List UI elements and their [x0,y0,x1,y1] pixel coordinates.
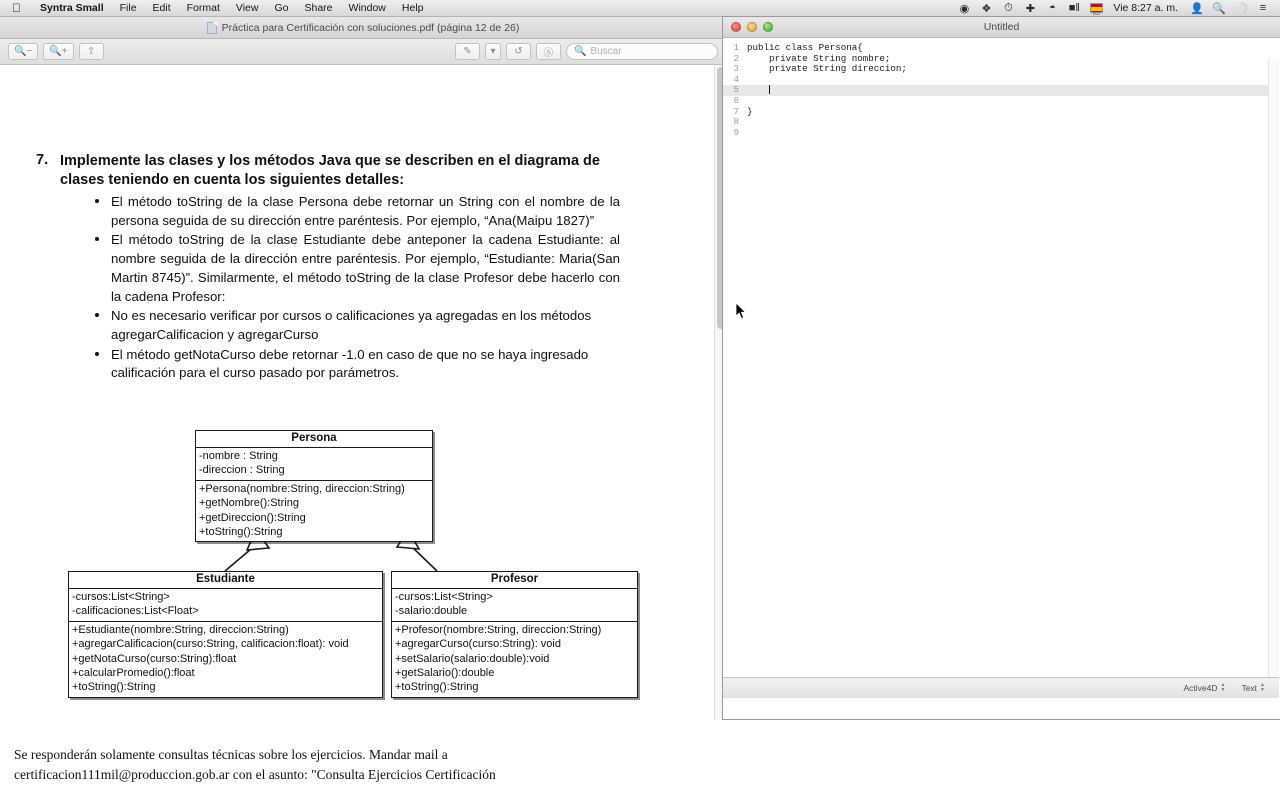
uml-attribute: -salario:double [395,605,468,618]
wifi-icon[interactable]: ◓ [1049,2,1056,14]
page-footer [14,745,614,785]
uml-method: +Estudiante(nombre:String, direccion:String) [72,623,289,636]
file-type-select[interactable] [1241,683,1265,693]
uml-method: +getSalario():double [395,667,495,680]
search-placeholder: Buscar [590,46,622,57]
line-number: 5 [733,84,739,96]
menubar-item-share[interactable]: Share [295,2,324,14]
code-editor-titlebar[interactable] [723,17,1280,38]
notification-center-icon[interactable]: ≡ [1259,2,1267,14]
pdf-page-view[interactable] [0,65,726,782]
chevron-updown-icon: ▲ ▼ [1260,682,1265,693]
uml-attribute: -calificaciones:List<Float> [72,605,199,618]
line-number: 9 [733,126,739,138]
line-number: 8 [733,116,739,128]
preview-window [0,17,726,782]
menubar-status-area [953,0,1280,17]
uml-method: +Profesor(nombre:String, direccion:String) [395,623,602,636]
uml-attributes [392,589,637,622]
line-number: 7 [733,105,739,117]
code-line[interactable] [723,64,1279,75]
bullet-dot-icon [95,237,99,241]
code-text-area[interactable] [723,38,1279,698]
code-line[interactable] [723,128,1279,139]
rotate-icon[interactable]: ↺ [506,43,531,60]
time-machine-icon[interactable]: ⏱ [1004,1,1013,14]
uml-class-name: Persona [196,431,432,448]
code-line[interactable] [723,107,1279,118]
input-source-label: ISO [1092,11,1100,16]
syntax-mode-label: Active4D [1183,683,1218,693]
menubar-item-format[interactable]: Format [177,2,211,14]
preview-toolbar [0,39,726,65]
uml-method: +calcularPromedio():float [72,667,195,680]
siri-icon[interactable]: ⚪ [1234,2,1248,15]
menubar-item-edit[interactable]: Edit [143,2,162,14]
preview-title: Práctica para Certificación con soluciones.pdf (página 12 de 26) [221,21,520,34]
uml-methods [69,622,382,697]
uml-attribute: -cursos:List<String> [395,591,493,603]
menubar-clock[interactable]: Vie 8:27 a. m. [1113,2,1178,14]
mouse-cursor [736,303,748,321]
line-number: 1 [733,42,739,53]
uml-class-name: Profesor [392,572,637,589]
code-line-active[interactable] [723,85,1279,96]
line-number: 3 [733,63,739,75]
user-icon[interactable]: 👤 [1190,2,1204,15]
code-editor-statusbar [723,677,1279,698]
code-line[interactable] [723,75,1279,86]
uml-class-persona [195,430,433,542]
menubar-app-name[interactable]: Syntra Small [31,2,95,14]
detail-bullet-list [92,193,620,384]
question-number: 7. [36,152,49,168]
uml-method: +toString():String [72,681,156,694]
macos-menubar [0,0,1280,17]
pdf-page [0,65,714,782]
crosshair-icon[interactable]: ✚ [1025,2,1035,15]
uml-attribute: -cursos:List<String> [72,591,170,603]
uml-method: +toString():String [395,681,479,694]
uml-methods [392,622,637,697]
footer-line: certificacion111mil@produccion.gob.ar con el asunto: "Consulta Ejercicios Certificación [14,767,496,782]
uml-methods [196,481,432,542]
code-line[interactable] [723,96,1279,107]
code-editor-window [722,16,1280,720]
menubar-item-window[interactable]: Window [339,2,377,14]
uml-attribute: -nombre : String [199,450,278,462]
list-item [92,307,620,344]
list-item-text: El método toString de la clase Estudiante debe anteponer la cadena Estudiante: al nombre seguida de la dirección entre paréntesis. Por ejemplo, “Estudiante: Maria(San Martin 8745)”. Similarmente, el método toString de la clase Profesor debe hacerlo con la cadena Profesor: [111,232,620,304]
menubar-item-help[interactable]: Help [392,2,415,14]
menubar-item-file[interactable]: File [110,2,128,14]
input-source-flag-icon[interactable] [1085,0,1107,17]
uml-method: +agregarCalificacion(curso:String, calificacion:float): void [72,638,349,651]
file-type-label: Text [1241,683,1258,693]
uml-attribute: -direccion : String [199,464,285,477]
apple-menu-icon[interactable] [12,2,21,14]
record-icon[interactable]: ◉ [959,2,970,15]
page-title: Implemente las clases y los métodos Java que se describen en el diagrama de clases teniendo en cuenta los siguientes detalles: [60,153,600,188]
uml-method: +setSalario(salario:double):void [395,652,550,665]
bullet-dot-icon [95,199,99,203]
code-editor-title: Untitled [983,21,1020,33]
bullet-dot-icon [95,352,99,356]
list-item [92,346,620,383]
battery-icon[interactable]: ■‖ [1068,2,1080,14]
zoom-in-icon[interactable]: 🔍+ [43,43,73,60]
code-line[interactable] [723,117,1279,128]
search-input[interactable] [566,43,718,60]
code-line[interactable] [723,43,1279,54]
uml-method: +Persona(nombre:String, direccion:String) [199,482,405,495]
dropbox-icon[interactable]: ❖ [981,2,992,15]
line-number: 2 [733,52,739,64]
uml-class-estudiante [68,571,383,698]
line-text: } [747,105,753,117]
list-item-text: No es necesario verificar por cursos o calificaciones ya agregadas en los métodos agregarCalificacion y agregarCurso [111,308,592,342]
footer-line: Se responderán solamente consultas técnicas sobre los ejercicios. Mandar mail a [14,747,448,762]
uml-method: +getNombre():String [199,497,299,510]
uml-class-profesor [391,571,638,698]
bullet-dot-icon [95,313,99,317]
line-text: public class Persona{ [747,42,863,53]
markup-icon[interactable]: ✎ [455,43,480,60]
uml-method: +agregarCurso(curso:String): void [395,638,561,651]
search-field-icon: 🔍 [574,46,587,57]
uml-attributes [196,448,432,481]
document-icon [207,22,217,34]
line-text: private String nombre; [747,52,891,64]
preview-titlebar[interactable] [0,17,726,39]
zoom-out-icon[interactable]: 🔍− [8,43,38,60]
list-item [92,193,620,230]
menubar-item-go[interactable]: Go [265,2,280,14]
search-icon[interactable]: 🔍 [1212,2,1226,15]
line-number: 4 [733,73,739,85]
line-number: 6 [733,94,739,106]
uml-class-name: Estudiante [69,572,382,589]
chevron-down-icon[interactable]: ▾ [485,43,501,60]
code-scrollbar[interactable] [1268,59,1279,698]
list-item [92,231,620,306]
uml-method: +getDireccion():String [199,511,306,524]
uml-class-diagram [60,430,660,692]
chevron-updown-icon: ▲ ▼ [1220,682,1226,693]
list-item-text: El método toString de la clase Persona debe retornar un String con el nombre de la persona seguida de su dirección entre paréntesis. Por ejemplo, “Ana(Maipu 1827)” [111,194,620,228]
syntax-mode-select[interactable] [1183,683,1225,693]
line-text [747,85,769,96]
annotate-icon[interactable]: Ⓢ [536,43,561,60]
menubar-item-view[interactable]: View [226,2,250,14]
share-icon[interactable]: ⇧ [79,43,104,60]
text-caret [769,85,770,94]
list-item-text: El método getNotaCurso debe retornar -1.0 en caso de que no se haya ingresado calificación para el curso pasado por parámetros. [111,346,589,381]
uml-method: +toString():String [199,526,283,539]
uml-method: +getNotaCurso(curso:String):float [72,652,237,665]
uml-attributes [69,589,382,622]
line-text: private String direccion; [747,63,907,75]
